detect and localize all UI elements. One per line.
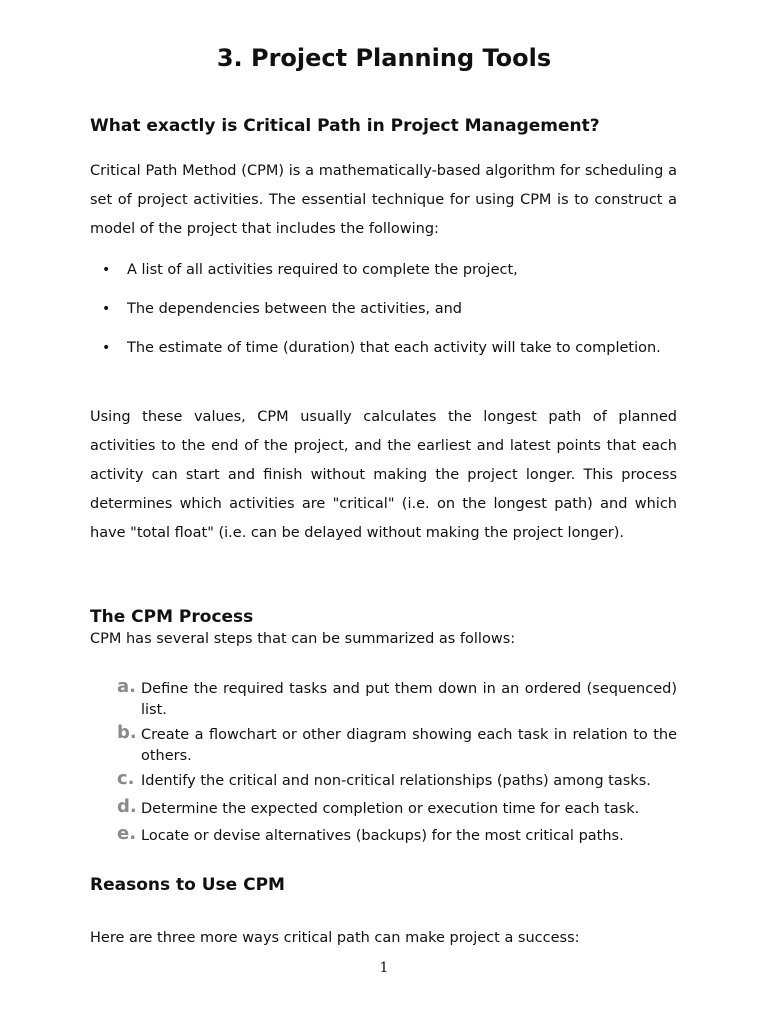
list-item [90, 768, 677, 792]
cpm-intro-paragraph: Critical Path Method (CPM) is a mathematically-based algorithm for scheduling a set of project activities. The essential technique for using CPM is to construct a model of the project that includes the following: [90, 163, 677, 237]
step-letter: b. [117, 722, 137, 743]
step-text: Determine the expected completion or execution time for each task. [141, 801, 640, 817]
list-item [90, 297, 677, 322]
step-letter: c. [117, 768, 135, 789]
list-item-text: The dependencies between the activities, and [127, 301, 463, 317]
list-item [90, 258, 677, 283]
section-heading-reasons: Reasons to Use CPM [90, 875, 285, 895]
list-item [90, 676, 677, 721]
section-heading-cpm-process: The CPM Process [90, 607, 254, 627]
cpm-values-paragraph: Using these values, CPM usually calculates the longest path of planned activities to the end of the project, and the earliest and latest points that each activity can start and finish without making the project longer. This process determines which activities are "critical" (i.e. on the longest path) and which have "total float" (i.e. can be delayed without making the project longer). [90, 409, 677, 541]
page-title: 3. Project Planning Tools [216, 44, 552, 72]
step-text: Define the required tasks and put them down in an ordered (sequenced) list. [141, 681, 677, 718]
list-item [90, 336, 677, 361]
section-heading-critical-path: What exactly is Critical Path in Project Management? [90, 116, 600, 136]
list-item [90, 722, 677, 767]
step-text: Locate or devise alternatives (backups) for the most critical paths. [141, 828, 624, 844]
step-text: Identify the critical and non-critical relationships (paths) among tasks. [141, 773, 651, 789]
bullet-icon: • [102, 301, 111, 317]
list-item-text: The estimate of time (duration) that each activity will take to completion. [127, 340, 661, 356]
step-text: Create a flowchart or other diagram showing each task in relation to the others. [141, 727, 677, 764]
bullet-icon: • [102, 262, 111, 278]
step-letter: d. [117, 796, 137, 817]
step-letter: e. [117, 823, 137, 844]
cpm-process-intro: CPM has several steps that can be summarized as follows: [90, 631, 516, 647]
list-item [90, 796, 677, 820]
reasons-intro: Here are three more ways critical path can make project a success: [90, 930, 580, 946]
step-letter: a. [117, 676, 136, 697]
list-item [90, 823, 677, 847]
bullet-icon: • [102, 340, 111, 356]
page-number: 1 [379, 960, 389, 976]
list-item-text: A list of all activities required to complete the project, [127, 262, 518, 278]
